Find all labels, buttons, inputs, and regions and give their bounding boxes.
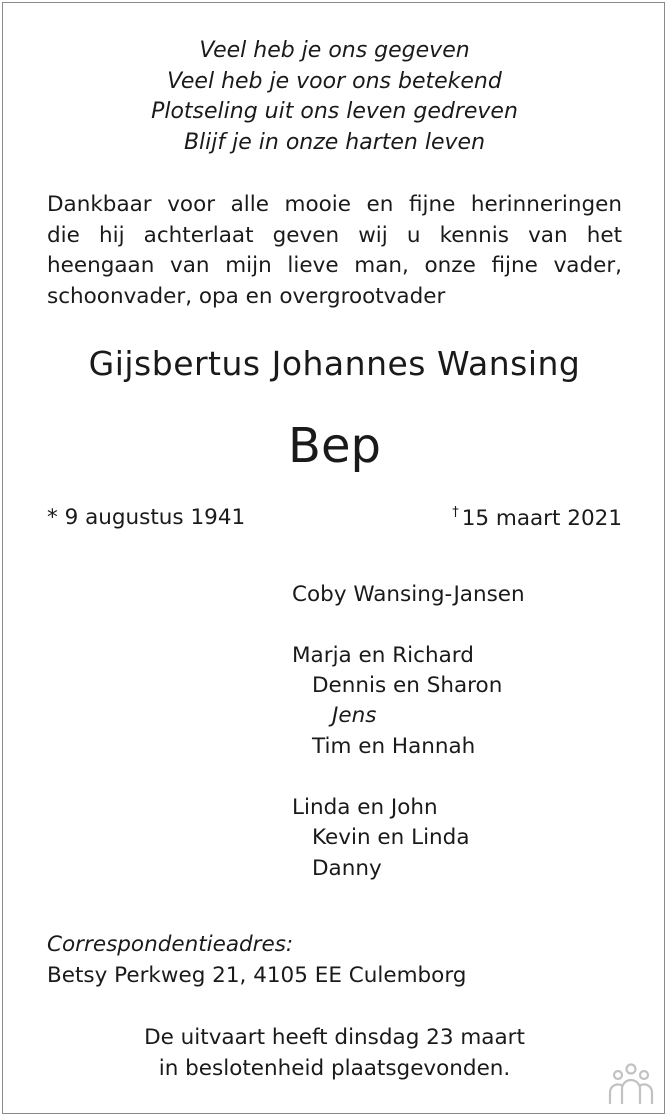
birth-date: * 9 augustus 1941 [47,505,246,530]
intro-line: heengaan van mijn lieve man, onze fijne vader, [47,253,622,278]
intro-line: schoonvader, opa en overgrootvader [47,283,446,309]
intro-line: Dankbaar voor alle mooie en fijne herinneringen [47,192,622,217]
poem-line: Veel heb je voor ons betekend [167,68,502,94]
deceased-nickname: Bep [288,418,381,474]
family-child: Dennis en Sharon [312,673,503,698]
cross-symbol: † [452,505,459,520]
deceased-full-name: Gijsbertus Johannes Wansing [88,344,581,383]
family-parents: Linda en John [292,795,438,820]
family-parents: Marja en Richard [292,643,474,668]
family-child: Kevin en Linda [312,825,470,850]
family-child: Danny [312,856,382,881]
funeral-line: in beslotenheid plaatsgevonden. [158,1055,511,1081]
funeral-notice [0,1023,669,1084]
death-date-text: 15 maart 2021 [461,506,622,531]
poem-line: Plotseling uit ons leven gedreven [151,99,518,124]
poem [0,36,669,158]
spouse-name: Coby Wansing-Jansen [292,582,525,607]
family-child: Tim en Hannah [312,734,476,759]
correspondence [47,930,466,991]
people-group-icon [607,1062,655,1106]
poem-line: Veel heb je ons gegeven [199,38,470,63]
family-grandchild: Jens [332,703,377,728]
intro-line: die hij achterlaat geven wij u kennis van het [47,222,622,248]
poem-line: Blijf je in onze harten leven [183,129,486,155]
funeral-line: De uitvaart heeft dinsdag 23 maart [144,1025,525,1050]
intro-text [47,190,622,312]
correspondence-label: Correspondentieadres: [47,932,294,957]
death-date [452,505,622,531]
correspondence-address: Betsy Perkweg 21, 4105 EE Culemborg [47,962,467,988]
